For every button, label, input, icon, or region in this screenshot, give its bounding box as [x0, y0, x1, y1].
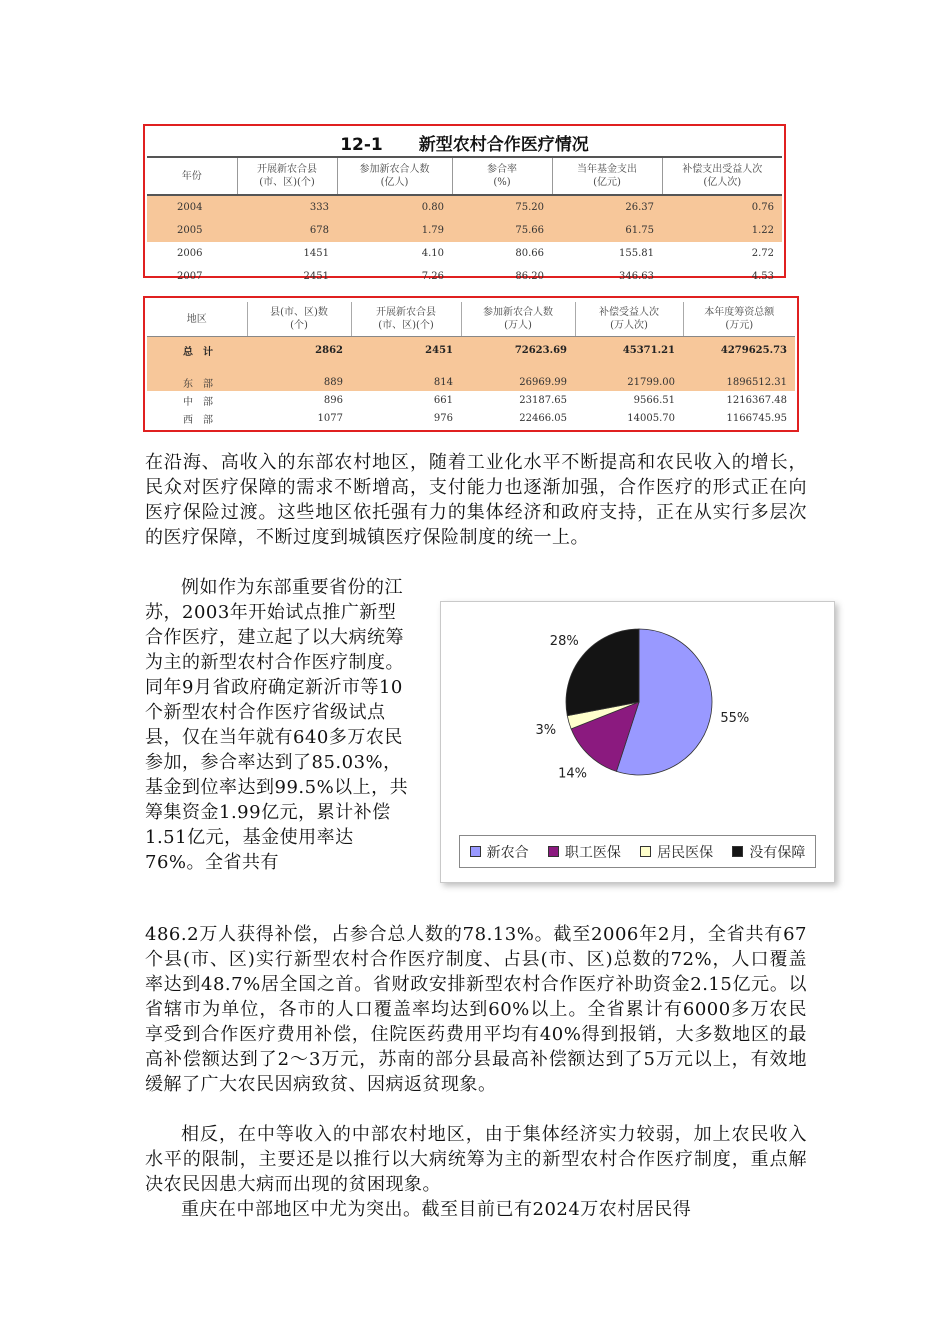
table-1-header-cell	[147, 157, 237, 195]
table-1-cell: 2004	[147, 195, 237, 219]
table-1-number: 12-1	[340, 135, 383, 155]
table-1-cell: 2005	[147, 219, 237, 242]
table-1-cell: 86.20	[515, 271, 544, 282]
table-2-header-cell	[247, 302, 351, 337]
table-1-title-text: 新型农村合作医疗情况	[418, 135, 589, 155]
table-1-cell: 2.72	[751, 248, 774, 259]
table-2-cell: 21799.00	[575, 373, 683, 391]
table-1-cell: 1.79	[337, 219, 452, 242]
table-2-total-cell: 72623.69	[461, 337, 575, 364]
table-1-cell: 75.66	[452, 219, 552, 242]
table-2-cell: 26969.99	[461, 373, 575, 391]
table-2-header-label: 地区	[186, 313, 207, 325]
table-2-header-unit: (市、区)(个)	[378, 320, 434, 331]
table-2-cell: 889	[247, 373, 351, 391]
table-2-cell: 1166745.95	[726, 412, 787, 424]
paragraph-chongqing: 重庆在中部地区中尤为突出。截至目前已有2024万农村居民得	[181, 1199, 692, 1220]
table-2-row	[147, 409, 795, 427]
table-2-row	[147, 391, 795, 409]
table-1-cell: 26.37	[552, 195, 662, 219]
table-2-cell: 东 部	[147, 373, 247, 391]
table-2-header-label: 开展新农合县	[376, 307, 436, 318]
table-2-cell: 814	[351, 373, 461, 391]
table-1-header-cell	[552, 157, 662, 195]
table-2-header-label: 县(市、区)数	[270, 307, 328, 318]
table-2-total-cell: 总 计	[147, 337, 247, 364]
table-2-spacer-cell	[683, 363, 795, 373]
table-2-cell: 西 部	[183, 414, 213, 426]
table-1-cell: 4.10	[421, 248, 444, 259]
table-1-header-unit: (%)	[493, 177, 511, 188]
table-1-cell: 4.53	[751, 271, 774, 282]
table-2-header-cell	[683, 302, 795, 337]
table-1-header-unit: (亿元)	[593, 177, 621, 188]
table-2-total-cell: 2862	[247, 337, 351, 364]
table-2-header-unit: (万元)	[725, 320, 754, 331]
table-2-cell: 896	[323, 394, 343, 406]
table-2-cell: 1077	[317, 412, 343, 424]
pie-data-label: 3%	[535, 723, 557, 739]
table-2-header-label: 本年度筹资总额	[704, 307, 775, 318]
table-2-header-row	[147, 302, 795, 337]
legend-item	[470, 842, 529, 862]
table-1-header-unit: (亿人次)	[703, 177, 742, 188]
table-2-header-unit: (万人次)	[610, 320, 648, 331]
table-2-cell: 661	[433, 394, 453, 406]
legend-label: 职工医保	[564, 844, 621, 861]
table-2-header-unit: (万人)	[504, 320, 532, 331]
pie-data-label: 28%	[549, 634, 579, 650]
table-2-spacer-cell	[351, 363, 461, 373]
table-2-cell: 1896512.31	[683, 373, 795, 391]
table-1-header-cell	[452, 157, 552, 195]
table-1-header-unit: (市、区)(个)	[259, 177, 315, 188]
table-1-header-cell	[237, 157, 337, 195]
table-2-spacer-row	[147, 363, 795, 373]
table-1-cell: 75.20	[452, 195, 552, 219]
table-2-cell: 中 部	[183, 396, 213, 408]
table-1-header-cell	[337, 157, 452, 195]
table-1-header-label: 参加新农合人数	[359, 164, 430, 175]
table-1-cell: 7.26	[421, 271, 444, 282]
table-2-row	[147, 373, 795, 391]
pie-data-label: 14%	[558, 766, 588, 782]
table-1-cell: 0.80	[337, 195, 452, 219]
table-1-header-label: 年份	[181, 170, 202, 182]
paragraph-jiangsu-part2: 486.2万人获得补偿，占参合总人数的78.13%。截至2006年2月，全省共有67个县(市、区)实行新型农村合作医疗制度、占县(市、区)总数的72%，人口覆盖率达到48.7%居全国之首。省财政安排新型农村合作医疗补助资金2.15亿元。以省辖市为单位，各市的人口覆盖率均达到60%以上。全省累计有6000多万农民享受到合作医疗费用补偿，住院医药费用平均有40%得到报销，大多数地区的最高补偿额达到了2～3万元，苏南的部分县最高补偿额达到了5万元以上，有效地缓解了广大农民因病致贫、因病返贫现象。	[145, 924, 807, 1095]
table-1-cell: 1451	[303, 248, 329, 259]
table-2-spacer-cell	[147, 363, 247, 373]
table-1-header-label: 参合率	[487, 164, 517, 175]
legend-label: 居民医保	[657, 844, 714, 861]
table-2-header-cell	[575, 302, 683, 337]
pie-chart	[440, 601, 835, 883]
legend-item	[548, 842, 621, 862]
table-1-header-label: 补偿支出受益人次	[682, 164, 763, 175]
table-2-total-cell: 45371.21	[575, 337, 683, 364]
table-1-title	[145, 130, 784, 156]
table-2-header-label: 补偿受益人次	[599, 307, 659, 318]
table-1-cell: 2007	[177, 271, 203, 282]
table-1-row	[147, 242, 782, 265]
table-2-total-row	[147, 337, 795, 364]
table-2-spacer-cell	[247, 363, 351, 373]
table-2-total-cell: 2451	[351, 337, 461, 364]
paragraph-jiangsu-part1: 例如作为东部重要省份的江苏，2003年开始试点推广新型合作医疗，建立起了以大病统筹为主的新型农村合作医疗制度。同年9月省政府确定新沂市等10个新型农村合作医疗省级试点县，仅在当年就有640多万农民参加，参合率达到了85.03%，基金到位率达到99.5%以上，共筹集资金1.99亿元，累计补偿1.51亿元，基金使用率达76%。全省共有	[145, 577, 409, 873]
table-2-header-cell	[461, 302, 575, 337]
table-1-row	[147, 195, 782, 219]
table-1-cell: 0.76	[662, 195, 782, 219]
table-2-header-cell	[147, 302, 247, 337]
legend-label: 没有保障	[749, 844, 806, 861]
table-1-header-row	[147, 157, 782, 195]
table-1-header-unit: (亿人)	[380, 177, 409, 188]
table-1-cell: 61.75	[552, 219, 662, 242]
legend-label: 新农合	[486, 844, 529, 861]
legend-item	[732, 842, 805, 862]
table-2-cell: 976	[433, 412, 453, 424]
pie-chart-legend	[459, 835, 816, 868]
table-2-header-label: 参加新农合人数	[483, 307, 553, 318]
legend-item	[640, 842, 713, 862]
table-2-cell: 9566.51	[633, 394, 675, 406]
table-2-cell: 23187.65	[519, 394, 567, 406]
legend-swatch	[640, 846, 651, 857]
table-2-total-cell: 4279625.73	[683, 337, 795, 364]
legend-swatch	[732, 846, 743, 857]
table-1-cell: 333	[237, 195, 337, 219]
table-2-cell: 14005.70	[627, 412, 675, 424]
table-1-row	[147, 219, 782, 242]
table-2-cell: 1216367.48	[726, 394, 787, 406]
pie-data-label: 55%	[720, 711, 750, 727]
table-2	[143, 296, 799, 432]
paragraph-east-region: 在沿海、高收入的东部农村地区，随着工业化水平不断提高和农民收入的增长，民众对医疗保障的需求不断增高，支付能力也逐渐加强，合作医疗的形式正在向医疗保险过渡。这些地区依托强有力的集体经济和政府支持，正在从实行多层次的医疗保障，不断过度到城镇医疗保险制度的统一上。	[145, 452, 807, 548]
table-1-cell: 80.66	[515, 248, 544, 259]
pie-chart-svg	[441, 602, 834, 832]
table-1-row	[147, 265, 782, 288]
table-1-cell: 346.63	[619, 271, 654, 282]
table-2-cell: 22466.05	[519, 412, 567, 424]
table-1-header-label: 开展新农合县	[257, 164, 317, 175]
table-1-cell: 2451	[303, 271, 329, 282]
table-2-spacer-cell	[575, 363, 683, 373]
legend-swatch	[548, 846, 559, 857]
table-1	[143, 124, 786, 282]
table-1-cell: 2006	[177, 248, 203, 259]
table-2-grid	[147, 302, 795, 427]
table-1-header-cell	[662, 157, 782, 195]
table-1-cell: 678	[237, 219, 337, 242]
table-2-header-unit: (个)	[290, 320, 308, 331]
table-1-cell: 155.81	[619, 248, 654, 259]
table-2-spacer-cell	[461, 363, 575, 373]
table-1-cell: 1.22	[662, 219, 782, 242]
legend-swatch	[470, 846, 481, 857]
table-1-header-label: 当年基金支出	[577, 164, 637, 175]
paragraph-central-region: 相反，在中等收入的中部农村地区，由于集体经济实力较弱，加上农民收入水平的限制，主要还是以推行以大病统筹为主的新型农村合作医疗制度，重点解决农民因患大病而出现的贫困现象。	[145, 1124, 807, 1195]
table-1-grid	[147, 156, 782, 288]
table-2-header-cell	[351, 302, 461, 337]
